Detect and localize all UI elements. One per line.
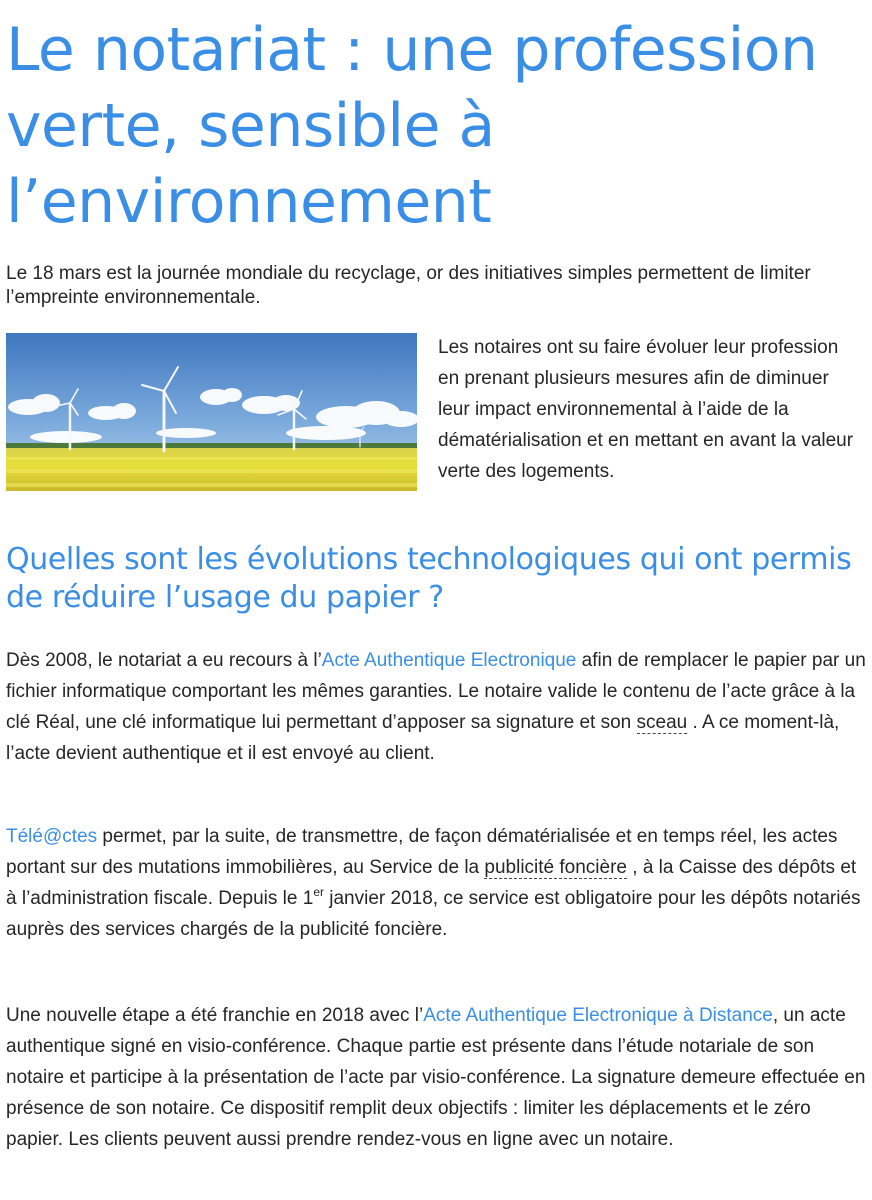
p2-text-after-term: , à la Caisse des dépôts et à l’administration fiscale. Depuis le 1: [6, 857, 857, 909]
intro-paragraph: Le 18 mars est la journée mondiale du recyclage, or des initiatives simples permettent de limiter l’empreinte environnementale.: [6, 263, 811, 308]
p3-text-start: Une nouvelle étape a été franchie en 2018 avec l’: [6, 1005, 424, 1026]
p1-text-start: Dès 2008, le notariat a eu recours à l’: [6, 650, 322, 671]
p3-text-end: , un acte authentique signé en visio-conférence. Chaque partie est présente dans l’étude notariale de son notaire et participe à la présentation de l’acte par visio-conférence. La signature demeure effectuée en présence de son notaire. Ce dispositif remplit deux objectifs : limiter les déplacements et le zéro papier. Les clients peuvent aussi prendre rendez-vous en ligne avec un notaire.: [6, 1005, 866, 1150]
paragraph-acte-electronique: [6, 645, 866, 769]
p1-text-end: . A ce moment-là, l’acte devient authentique et il est envoyé au client.: [6, 712, 840, 764]
p1-text-middle: afin de remplacer le papier par un fichier informatique comportant les mêmes garanties. Le notaire valide le contenu de l’acte grâce à la clé Réal, une clé informatique lui permettant d’apposer sa signature et son: [6, 650, 866, 733]
image-side-paragraph: Les notaires ont su faire évoluer leur profession en prenant plusieurs mesures afin de diminuer leur impact environnemental à l’aide de la dématérialisation et en mettant en avant la valeur verte des logements.: [438, 337, 854, 482]
teleactes-link[interactable]: Télé@ctes: [6, 826, 98, 847]
acte-authentique-electronique-link[interactable]: Acte Authentique Electronique: [321, 650, 577, 671]
paragraph-teleactes: [6, 821, 866, 945]
publicite-fonciere-glossary-term[interactable]: publicité foncière: [484, 857, 627, 878]
p2-text-middle: permet, par la suite, de transmettre, de façon dématérialisée et en temps réel, les actes portant sur des mutations immobilières, au Service de la: [6, 826, 838, 878]
paragraph-acte-distance: [6, 1000, 866, 1155]
section-heading: Quelles sont les évolutions technologiques qui ont permis de réduire l’usage du papier ?: [6, 542, 852, 615]
p2-text-end: janvier 2018, ce service est obligatoire pour les dépôts notariés auprès des services chargés de la publicité foncière.: [6, 888, 861, 940]
p2-superscript: er: [313, 885, 324, 899]
sceau-glossary-term[interactable]: sceau: [636, 712, 688, 733]
page-title: Le notariat : une profession verte, sensible à l’environnement: [6, 15, 818, 237]
acte-authentique-distance-link[interactable]: Acte Authentique Electronique à Distance: [423, 1005, 773, 1026]
wind-turbines-image: [6, 333, 417, 491]
